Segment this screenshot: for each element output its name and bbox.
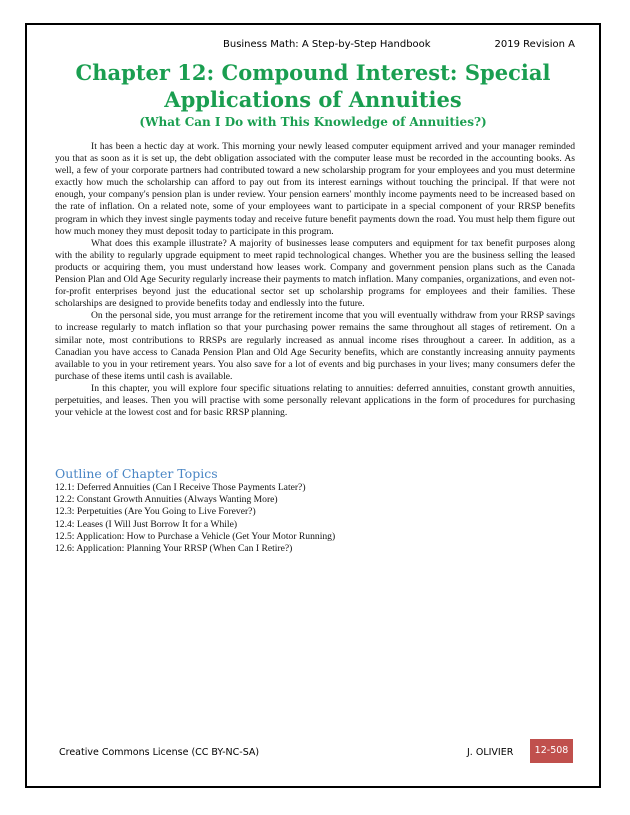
outline-item: 12.2: Constant Growth Annuities (Always Wanting More) bbox=[55, 494, 278, 506]
revision-label: 2019 Revision A bbox=[494, 39, 575, 50]
license-text: Creative Commons License (CC BY-NC-SA) bbox=[59, 747, 260, 758]
outline-item: 12.3: Perpetuities (Are You Going to Live Forever?) bbox=[55, 506, 256, 518]
chapter-subtitle: (What Can I Do with This Knowledge of Annuities?) bbox=[139, 115, 487, 129]
intro-paragraph: It has been a hectic day at work. This morning your newly leased computer equipment arrived and your manager reminded you that as soon as it is set up, the debt obligation associated with the computer lease must be recorded in the accounting books. As well, a few of your corporate partners had contributed toward a new scholarship program for your employees and you must determine exactly how much the scholarship can afford to pay out from its interest earnings without touching the principal. If that were not enough, your company's pension plan is under review. Your pension earners' monthly income payments need to be increased based on the rate of inflation. On a related note, some of your employees want to participate in a special component of your RRSP benefits program in which they invest single payments today and receive future benefit payments down the road. You must help them figure out how much money they must deposit today to participate in this program. bbox=[55, 141, 575, 237]
page-number-badge: 12-508 bbox=[530, 739, 573, 763]
book-title: Business Math: A Step-by-Step Handbook bbox=[223, 39, 431, 50]
chapter-introduction bbox=[55, 141, 575, 419]
outline-item: 12.5: Application: How to Purchase a Vehicle (Get Your Motor Running) bbox=[55, 530, 336, 542]
outline-item: 12.4: Leases (I Will Just Borrow It for a While) bbox=[55, 518, 238, 530]
author-name: J. OLIVIER bbox=[467, 747, 514, 758]
outline-item: 12.1: Deferred Annuities (Can I Receive Those Payments Later?) bbox=[55, 482, 306, 493]
intro-paragraph: What does this example illustrate? A majority of businesses lease computers and equipment for tax benefit purposes along with the ability to regularly upgrade equipment to meet rapid technological changes. Whether you are the business selling the leased products or acquiring them, you must understand how leases work. Company and government pension plans such as the Canada Pension Plan and Old Age Security regularly increase their payments to match inflation. Many companies, organizations, and even not-for-profit enterprises beyond just the educational sector set up scholarship programs for employees and their families. These scholarships are designed to provide benefits today and endlessly into the future. bbox=[55, 237, 575, 310]
chapter-title: Chapter 12: Compound Interest: Special Applications of Annuities bbox=[75, 60, 551, 112]
page bbox=[25, 23, 601, 788]
intro-paragraph: On the personal side, you must arrange for the retirement income that you will eventually withdraw from your RRSP savings to increase regularly to match inflation so that your purchasing power remains the same throughout all stages of retirement. On a similar note, most contributions to RRSPs are regularly increased as annual income rises throughout a career. In addition, as a Canadian you have access to Canada Pension Plan and Old Age Security benefits, which are constantly increasing annuity payments available to you in your retirement years. You also save for a lot of events and big purchases in your lives; many consumers defer the purchase of these items until cash is available. bbox=[55, 310, 575, 382]
outline-list bbox=[55, 482, 335, 555]
intro-paragraph: In this chapter, you will explore four specific situations relating to annuities: deferred annuities, constant growth annuities, perpetuities, and leases. Then you will practise with some personally relevant applications in the form of procedures for purchasing your vehicle at the lowest cost and for basic RRSP planning. bbox=[55, 382, 575, 419]
running-header bbox=[27, 39, 599, 55]
outline-heading: Outline of Chapter Topics bbox=[55, 466, 218, 481]
outline-item: 12.6: Application: Planning Your RRSP (When Can I Retire?) bbox=[55, 543, 293, 555]
